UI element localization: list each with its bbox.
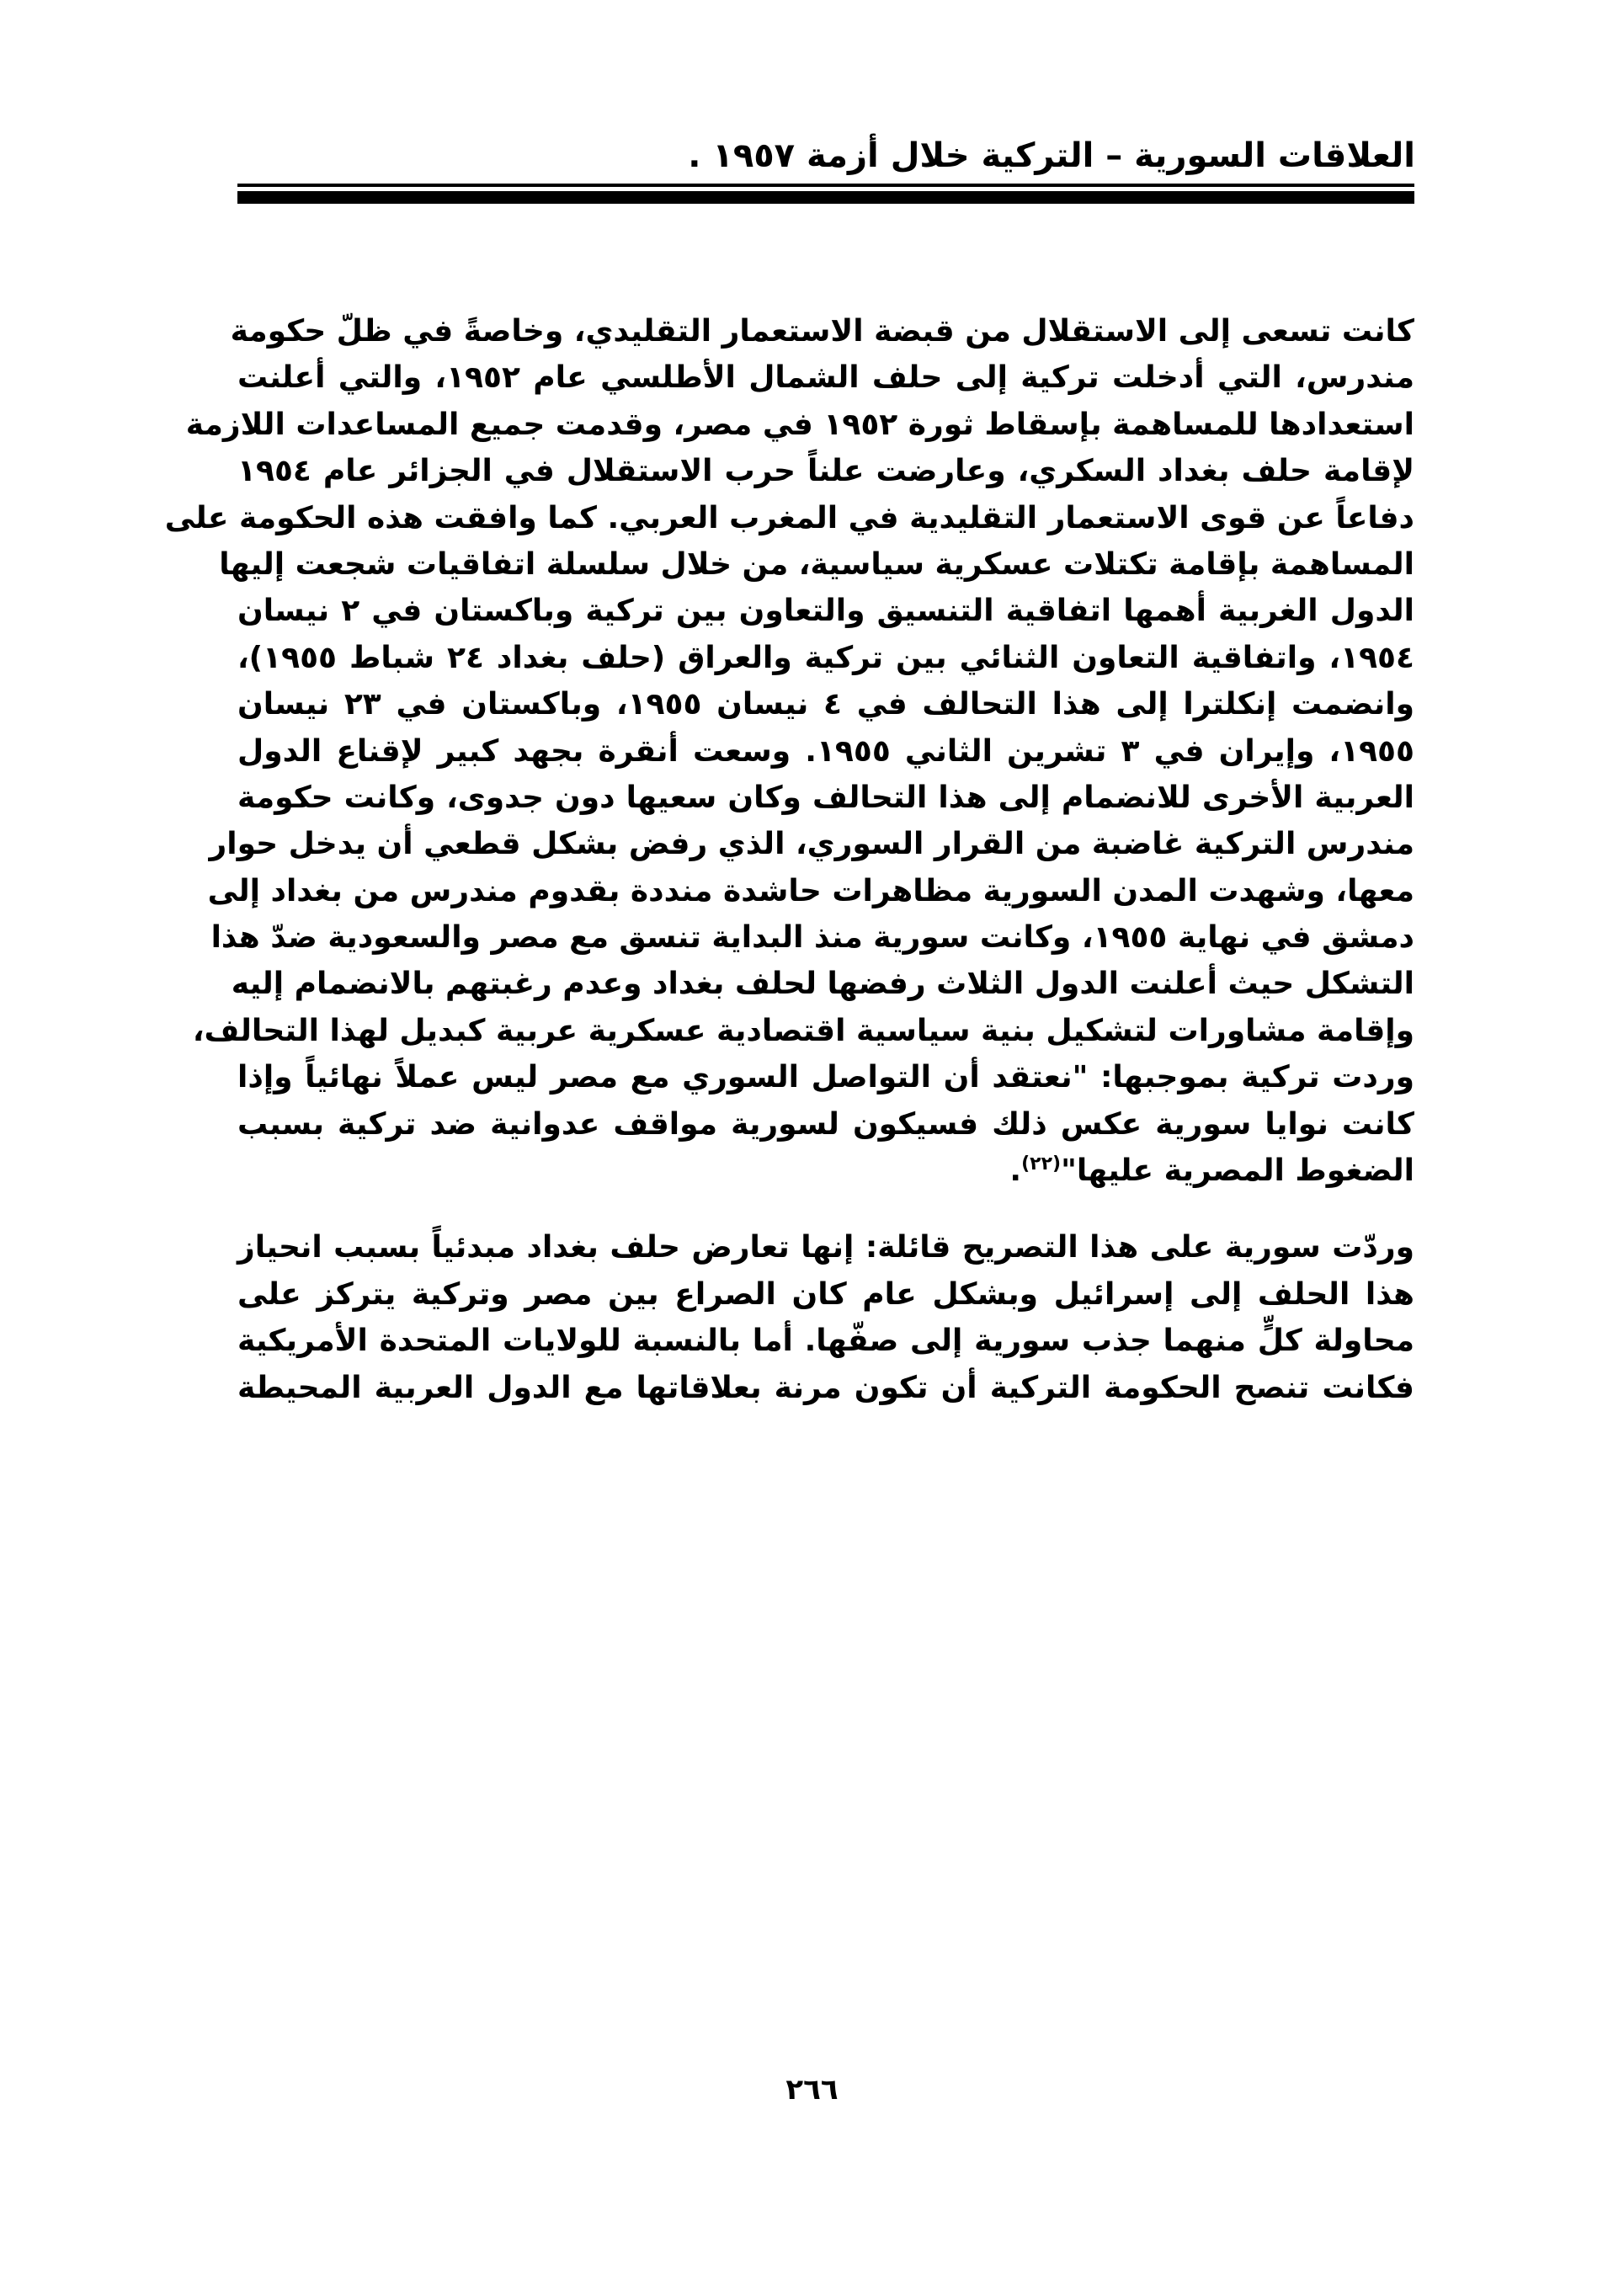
text-line: وردّت سورية على هذا التصريح قائلة: إنها تعارض حلف بغداد مبدئياً بسبب انحياز bbox=[237, 1230, 1414, 1265]
text-line: التشكل حيث أعلنت الدول الثلاث رفضها لحلف بغداد وعدم رغبتهم بالانضمام إليه bbox=[231, 967, 1414, 1002]
text-line: استعدادها للمساهمة بإسقاط ثورة ١٩٥٢ في مصر، وقدمت جميع المساعدات اللازمة bbox=[185, 407, 1414, 442]
text-line: لإقامة حلف بغداد السكري، وعارضت علناً حرب الاستقلال في الجزائر عام ١٩٥٤ bbox=[237, 454, 1414, 489]
running-header-title: العلاقات السورية – التركية خلال أزمة ١٩٥٧ . bbox=[688, 136, 1415, 175]
text-line: كانت نوايا سورية عكس ذلك فسيكون لسورية مواقف عدوانية ضد تركية بسبب bbox=[237, 1106, 1414, 1142]
text-line: معها، وشهدت المدن السورية مظاهرات حاشدة منددة بقدوم مندرس من بغداد إلى bbox=[207, 873, 1414, 908]
text-line: هذا الحلف إلى إسرائيل وبشكل عام كان الصراع بين مصر وتركية يتركز على bbox=[237, 1276, 1414, 1312]
header-rule-thick bbox=[237, 191, 1414, 204]
text-line: وإقامة مشاورات لتشكيل بنية سياسية اقتصادية عسكرية عربية كبديل لهذا التحالف، bbox=[192, 1013, 1414, 1048]
body-text bbox=[164, 308, 1414, 1411]
text-line: فكانت تنصح الحكومة التركية أن تكون مرنة بعلاقاتها مع الدول العربية المحيطة bbox=[237, 1370, 1414, 1405]
text-line: وانضمت إنكلترا إلى هذا التحالف في ٤ نيسان ١٩٥٥، وباكستان في ٢٣ نيسان bbox=[237, 687, 1414, 722]
header-rule-thin bbox=[237, 184, 1414, 187]
text-line: مندرس التركية غاضبة من القرار السوري، الذي رفض بشكل قطعي أن يدخل حوار bbox=[209, 827, 1414, 862]
paragraph-2 bbox=[237, 1224, 1414, 1411]
text-line: وردت تركية بموجبها: "نعتقد أن التواصل السوري مع مصر ليس عملاً نهائياً وإذا bbox=[237, 1060, 1414, 1095]
paragraph-spacer bbox=[237, 1194, 1414, 1224]
text-line: المساهمة بإقامة تكتلات عسكرية سياسية، من خلال سلسلة اتفاقيات شجعت إليها bbox=[219, 546, 1414, 582]
quote-end-text: الضغوط المصرية عليها" bbox=[1061, 1153, 1414, 1189]
text-line: دمشق في نهاية ١٩٥٥، وكانت سورية منذ البداية تنسق مع مصر والسعودية ضدّ هذا bbox=[210, 920, 1414, 956]
closing-period: . bbox=[1009, 1153, 1022, 1189]
text-line: دفاعاً عن قوى الاستعمار التقليدية في المغرب العربي. كما وافقت هذه الحكومة على bbox=[164, 500, 1414, 535]
page-number: ٢٦٦ bbox=[785, 2073, 839, 2107]
text-line: ١٩٥٤، واتفاقية التعاون الثنائي بين تركية والعراق (حلف بغداد ٢٤ شباط ١٩٥٥)، bbox=[237, 640, 1414, 675]
text-line: كانت تسعى إلى الاستقلال من قبضة الاستعمار التقليدي، وخاصةً في ظلّ حكومة bbox=[230, 314, 1414, 349]
text-line: مندرس، التي أدخلت تركية إلى حلف الشمال الأطلسي عام ١٩٥٢، والتي أعلنت bbox=[237, 360, 1414, 396]
text-line: الدول الغربية أهمها اتفاقية التنسيق والتعاون بين تركية وباكستان في ٢ نيسان bbox=[237, 594, 1414, 629]
paragraph-1 bbox=[164, 308, 1414, 1194]
text-line: العربية الأخرى للانضمام إلى هذا التحالف وكان سعيها دون جدوى، وكانت حكومة bbox=[237, 780, 1414, 815]
text-line-last bbox=[237, 1148, 1414, 1194]
text-line: محاولة كلٍّ منهما جذب سورية إلى صفّها. أما بالنسبة للولايات المتحدة الأمريكية bbox=[237, 1324, 1414, 1359]
footnote-reference[interactable]: (٢٢) bbox=[1021, 1153, 1062, 1175]
text-line: ١٩٥٥، وإيران في ٣ تشرين الثاني ١٩٥٥. وسعت أنقرة بجهد كبير لإقناع الدول bbox=[237, 733, 1414, 769]
